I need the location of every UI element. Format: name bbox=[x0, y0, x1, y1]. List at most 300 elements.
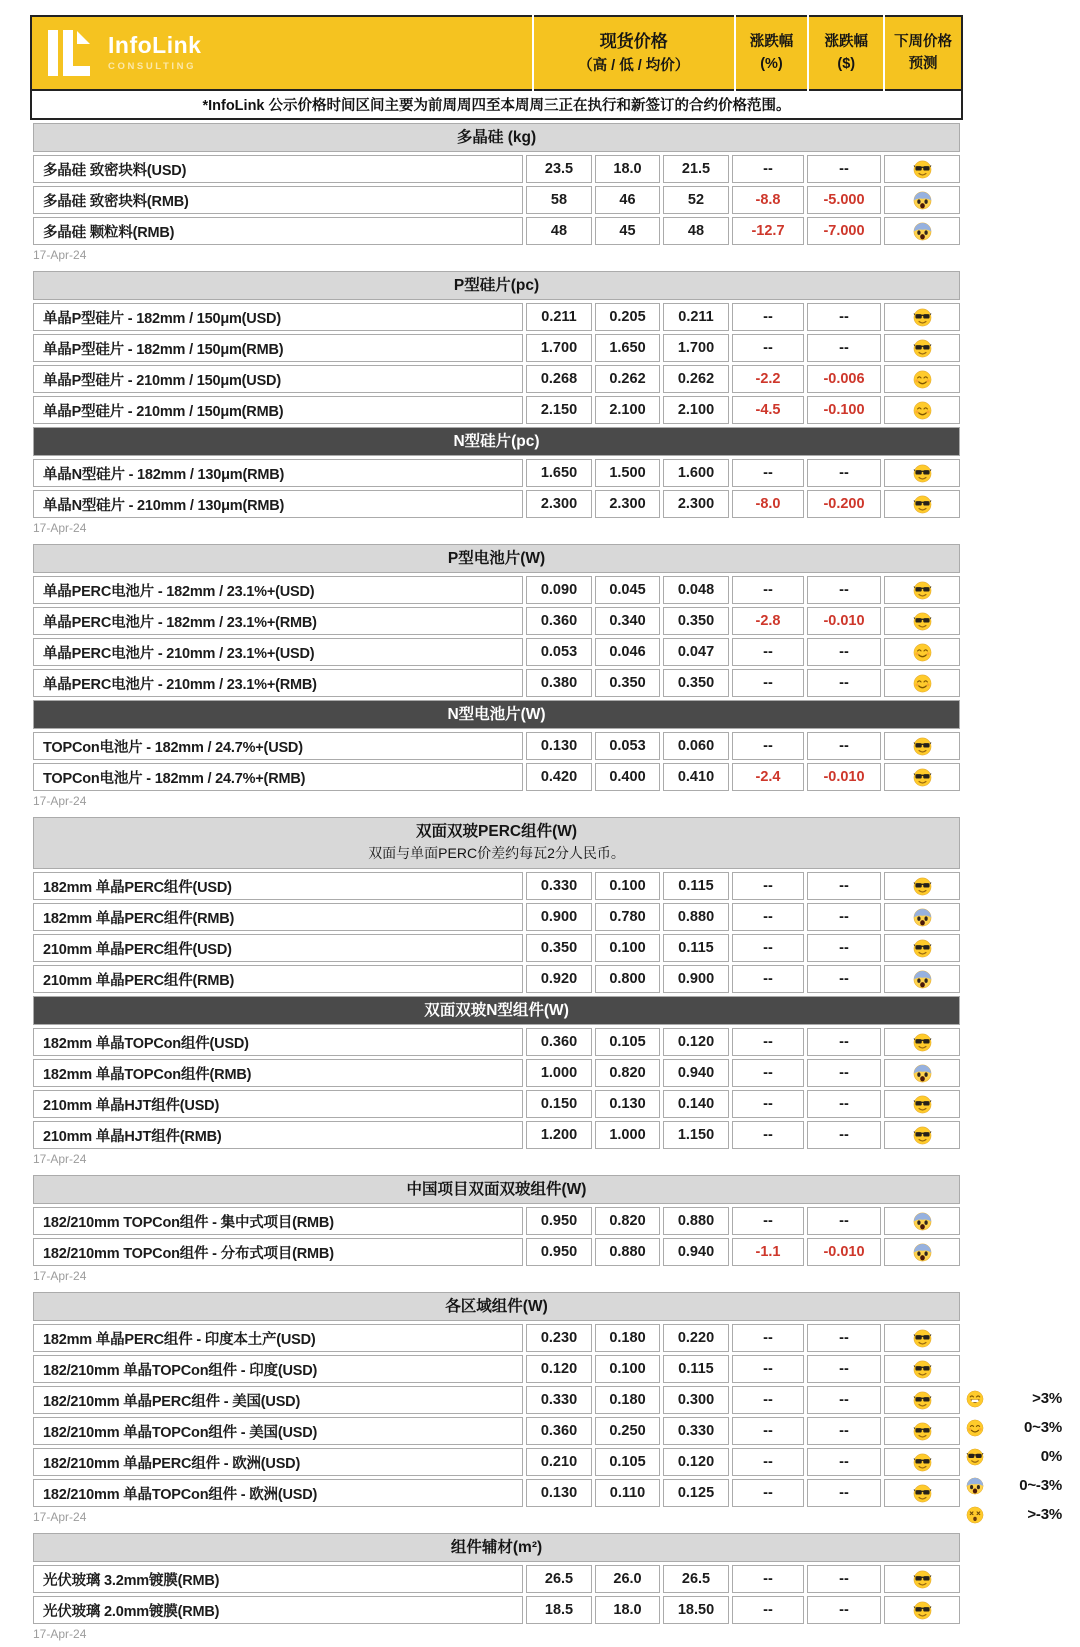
price-avg: 18.50 bbox=[663, 1596, 729, 1624]
price-high: 0.330 bbox=[526, 872, 592, 900]
item-name: 单晶P型硅片 - 210mm / 150μm(RMB) bbox=[33, 396, 523, 424]
price-avg: 0.330 bbox=[663, 1417, 729, 1445]
change-pct: -- bbox=[732, 934, 804, 962]
price-low: 0.105 bbox=[595, 1448, 660, 1476]
price-avg: 0.120 bbox=[663, 1448, 729, 1476]
price-row bbox=[33, 1238, 960, 1266]
change-pct: -- bbox=[732, 965, 804, 993]
price-row bbox=[33, 1090, 960, 1118]
price-low: 0.250 bbox=[595, 1417, 660, 1445]
change-pct: -- bbox=[732, 1386, 804, 1414]
price-high: 0.211 bbox=[526, 303, 592, 331]
price-high: 0.330 bbox=[526, 1386, 592, 1414]
forecast-cell bbox=[884, 1238, 960, 1266]
change-pct: -- bbox=[732, 1479, 804, 1507]
section-title: 中国项目双面双玻组件(W) bbox=[406, 1181, 587, 1199]
forecast-cell bbox=[884, 1207, 960, 1235]
price-block-table bbox=[30, 1530, 963, 1627]
price-high: 1.200 bbox=[526, 1121, 592, 1149]
change-pct: -8.8 bbox=[732, 186, 804, 214]
grin-emoji-icon bbox=[966, 1390, 984, 1408]
sunglasses-emoji-icon bbox=[913, 1391, 932, 1410]
price-row bbox=[33, 490, 960, 518]
forecast-legend bbox=[966, 1384, 1062, 1529]
item-name: 单晶N型硅片 - 182mm / 130μm(RMB) bbox=[33, 459, 523, 487]
price-row bbox=[33, 1386, 960, 1414]
price-high: 0.230 bbox=[526, 1324, 592, 1352]
sunglasses-emoji-icon bbox=[913, 1329, 932, 1348]
forecast-cell bbox=[884, 576, 960, 604]
change-pct: -- bbox=[732, 669, 804, 697]
scream-emoji-icon bbox=[966, 1477, 984, 1495]
change-usd: -- bbox=[807, 872, 881, 900]
price-avg: 0.115 bbox=[663, 872, 729, 900]
item-name: 多晶硅 颗粒料(RMB) bbox=[33, 217, 523, 245]
price-avg: 0.940 bbox=[663, 1059, 729, 1087]
section-header bbox=[33, 1533, 960, 1562]
price-high: 18.5 bbox=[526, 1596, 592, 1624]
item-name: 多晶硅 致密块料(RMB) bbox=[33, 186, 523, 214]
change-pct: -- bbox=[732, 638, 804, 666]
col-header-change-pct: 涨跌幅 (%) bbox=[735, 16, 809, 90]
price-row bbox=[33, 155, 960, 183]
item-name: 182/210mm TOPCon组件 - 集中式项目(RMB) bbox=[33, 1207, 523, 1235]
forecast-cell bbox=[884, 934, 960, 962]
smile-emoji-icon bbox=[913, 643, 932, 662]
change-pct: -- bbox=[732, 1207, 804, 1235]
forecast-cell bbox=[884, 1059, 960, 1087]
sunglasses-emoji-icon bbox=[913, 339, 932, 358]
change-usd: -5.000 bbox=[807, 186, 881, 214]
sunglasses-emoji-icon bbox=[913, 160, 932, 179]
change-usd: -- bbox=[807, 1090, 881, 1118]
forecast-cell bbox=[884, 1448, 960, 1476]
price-row bbox=[33, 576, 960, 604]
price-high: 1.700 bbox=[526, 334, 592, 362]
price-low: 2.300 bbox=[595, 490, 660, 518]
price-row bbox=[33, 1207, 960, 1235]
price-low: 0.130 bbox=[595, 1090, 660, 1118]
item-name: 单晶PERC电池片 - 182mm / 23.1%+(RMB) bbox=[33, 607, 523, 635]
price-avg: 0.048 bbox=[663, 576, 729, 604]
change-pct: -8.0 bbox=[732, 490, 804, 518]
scream-emoji-icon bbox=[913, 1064, 932, 1083]
price-high: 0.950 bbox=[526, 1238, 592, 1266]
price-low: 0.820 bbox=[595, 1059, 660, 1087]
price-row bbox=[33, 732, 960, 760]
price-high: 2.300 bbox=[526, 490, 592, 518]
change-pct: -2.4 bbox=[732, 763, 804, 791]
change-usd: -- bbox=[807, 334, 881, 362]
sunglasses-emoji-icon bbox=[913, 877, 932, 896]
price-row bbox=[33, 872, 960, 900]
price-row bbox=[33, 1028, 960, 1056]
change-pct: -- bbox=[732, 1324, 804, 1352]
price-low: 45 bbox=[595, 217, 660, 245]
forecast-cell bbox=[884, 334, 960, 362]
change-pct: -- bbox=[732, 1417, 804, 1445]
section-title: P型电池片(W) bbox=[447, 550, 546, 567]
price-high: 0.920 bbox=[526, 965, 592, 993]
smile-emoji-icon bbox=[913, 401, 932, 420]
price-high: 0.053 bbox=[526, 638, 592, 666]
item-name: 210mm 单晶PERC组件(USD) bbox=[33, 934, 523, 962]
price-high: 0.268 bbox=[526, 365, 592, 393]
price-row bbox=[33, 217, 960, 245]
scream-emoji-icon bbox=[913, 1212, 932, 1231]
sunglasses-emoji-icon bbox=[913, 768, 932, 787]
price-avg: 0.115 bbox=[663, 1355, 729, 1383]
smile-emoji-icon bbox=[913, 674, 932, 693]
sunglasses-emoji-icon bbox=[966, 1448, 984, 1466]
change-pct: -- bbox=[732, 334, 804, 362]
sunglasses-emoji-icon bbox=[913, 1484, 932, 1503]
change-pct: -- bbox=[732, 155, 804, 183]
price-low: 0.180 bbox=[595, 1386, 660, 1414]
price-low: 1.500 bbox=[595, 459, 660, 487]
change-usd: -- bbox=[807, 1479, 881, 1507]
date-label: 17-Apr-24 bbox=[33, 1269, 87, 1284]
price-avg: 0.047 bbox=[663, 638, 729, 666]
section-header bbox=[33, 544, 960, 573]
sunglasses-emoji-icon bbox=[913, 308, 932, 327]
change-usd: -- bbox=[807, 576, 881, 604]
change-pct: -4.5 bbox=[732, 396, 804, 424]
price-blocks bbox=[30, 120, 963, 1642]
change-pct: -- bbox=[732, 872, 804, 900]
change-pct: -- bbox=[732, 1565, 804, 1593]
price-avg: 0.140 bbox=[663, 1090, 729, 1118]
item-name: 182mm 单晶PERC组件(USD) bbox=[33, 872, 523, 900]
price-avg: 1.150 bbox=[663, 1121, 729, 1149]
legend-item bbox=[966, 1500, 1062, 1529]
change-usd: -- bbox=[807, 638, 881, 666]
price-row bbox=[33, 607, 960, 635]
price-high: 0.120 bbox=[526, 1355, 592, 1383]
price-row bbox=[33, 1355, 960, 1383]
sunglasses-emoji-icon bbox=[913, 581, 932, 600]
forecast-cell bbox=[884, 155, 960, 183]
price-block-table bbox=[30, 268, 963, 521]
forecast-cell bbox=[884, 903, 960, 931]
price-low: 0.053 bbox=[595, 732, 660, 760]
price-high: 0.350 bbox=[526, 934, 592, 962]
item-name: TOPCon电池片 - 182mm / 24.7%+(RMB) bbox=[33, 763, 523, 791]
price-high: 48 bbox=[526, 217, 592, 245]
price-low: 0.105 bbox=[595, 1028, 660, 1056]
forecast-cell bbox=[884, 1565, 960, 1593]
forecast-cell bbox=[884, 607, 960, 635]
section-title: 双面双玻PERC组件(W) bbox=[416, 823, 578, 840]
forecast-cell bbox=[884, 490, 960, 518]
price-low: 0.100 bbox=[595, 934, 660, 962]
section-subtitle: 双面与单面PERC价差约每瓦2分人民币。 bbox=[368, 845, 625, 861]
forecast-cell bbox=[884, 638, 960, 666]
item-name: 182/210mm TOPCon组件 - 分布式项目(RMB) bbox=[33, 1238, 523, 1266]
smile-emoji-icon bbox=[913, 370, 932, 389]
price-high: 0.150 bbox=[526, 1090, 592, 1118]
item-name: 182/210mm 单晶PERC组件 - 美国(USD) bbox=[33, 1386, 523, 1414]
price-row bbox=[33, 1324, 960, 1352]
item-name: 182mm 单晶PERC组件 - 印度本土产(USD) bbox=[33, 1324, 523, 1352]
price-low: 0.110 bbox=[595, 1479, 660, 1507]
price-low: 0.880 bbox=[595, 1238, 660, 1266]
forecast-cell bbox=[884, 669, 960, 697]
forecast-cell bbox=[884, 1417, 960, 1445]
price-row bbox=[33, 934, 960, 962]
price-block-table bbox=[30, 541, 963, 794]
brand-name: InfoLink bbox=[108, 32, 202, 58]
price-row bbox=[33, 1596, 960, 1624]
price-low: 0.780 bbox=[595, 903, 660, 931]
item-name: 多晶硅 致密块料(USD) bbox=[33, 155, 523, 183]
change-usd: -0.200 bbox=[807, 490, 881, 518]
price-avg: 0.410 bbox=[663, 763, 729, 791]
date-label: 17-Apr-24 bbox=[33, 1152, 87, 1167]
price-row bbox=[33, 1417, 960, 1445]
price-row bbox=[33, 965, 960, 993]
item-name: 单晶P型硅片 - 182mm / 150μm(RMB) bbox=[33, 334, 523, 362]
change-usd: -0.010 bbox=[807, 763, 881, 791]
legend-item bbox=[966, 1442, 1062, 1471]
price-row bbox=[33, 638, 960, 666]
scream-emoji-icon bbox=[913, 970, 932, 989]
change-pct: -- bbox=[732, 1059, 804, 1087]
date-label: 17-Apr-24 bbox=[33, 248, 87, 262]
price-avg: 0.940 bbox=[663, 1238, 729, 1266]
date-label: 17-Apr-24 bbox=[33, 794, 87, 808]
price-avg: 2.300 bbox=[663, 490, 729, 518]
price-high: 58 bbox=[526, 186, 592, 214]
infolink-logo-icon bbox=[48, 30, 96, 76]
item-name: 210mm 单晶PERC组件(RMB) bbox=[33, 965, 523, 993]
change-usd: -0.010 bbox=[807, 607, 881, 635]
price-avg: 0.900 bbox=[663, 965, 729, 993]
price-row bbox=[33, 186, 960, 214]
item-name: 182mm 单晶TOPCon组件(RMB) bbox=[33, 1059, 523, 1087]
price-high: 0.210 bbox=[526, 1448, 592, 1476]
forecast-cell bbox=[884, 872, 960, 900]
change-pct: -12.7 bbox=[732, 217, 804, 245]
change-usd: -- bbox=[807, 1565, 881, 1593]
price-high: 0.360 bbox=[526, 1417, 592, 1445]
change-pct: -- bbox=[732, 1028, 804, 1056]
price-avg: 1.700 bbox=[663, 334, 729, 362]
sunglasses-emoji-icon bbox=[913, 737, 932, 756]
forecast-cell bbox=[884, 965, 960, 993]
price-block-table bbox=[30, 1289, 963, 1510]
price-row bbox=[33, 1479, 960, 1507]
price-avg: 2.100 bbox=[663, 396, 729, 424]
price-high: 1.000 bbox=[526, 1059, 592, 1087]
forecast-cell bbox=[884, 1090, 960, 1118]
forecast-cell bbox=[884, 186, 960, 214]
price-avg: 0.120 bbox=[663, 1028, 729, 1056]
col-header-forecast: 下周价格 预测 bbox=[884, 16, 962, 90]
legend-item bbox=[966, 1413, 1062, 1442]
price-row bbox=[33, 669, 960, 697]
price-row bbox=[33, 763, 960, 791]
item-name: 210mm 单晶HJT组件(RMB) bbox=[33, 1121, 523, 1149]
price-avg: 0.350 bbox=[663, 669, 729, 697]
section-header bbox=[33, 271, 960, 300]
item-name: 182/210mm 单晶TOPCon组件 - 印度(USD) bbox=[33, 1355, 523, 1383]
date-label: 17-Apr-24 bbox=[33, 521, 87, 535]
change-usd: -- bbox=[807, 1121, 881, 1149]
date-label: 17-Apr-24 bbox=[33, 1510, 87, 1525]
change-usd: -0.100 bbox=[807, 396, 881, 424]
item-name: 单晶PERC电池片 - 210mm / 23.1%+(USD) bbox=[33, 638, 523, 666]
price-low: 18.0 bbox=[595, 1596, 660, 1624]
price-high: 0.900 bbox=[526, 903, 592, 931]
price-row bbox=[33, 1565, 960, 1593]
brand-subtitle: CONSULTING bbox=[108, 61, 197, 72]
sunglasses-emoji-icon bbox=[913, 1360, 932, 1379]
price-high: 0.130 bbox=[526, 732, 592, 760]
item-name: 182/210mm 单晶TOPCon组件 - 欧洲(USD) bbox=[33, 1479, 523, 1507]
forecast-cell bbox=[884, 732, 960, 760]
section-title: N型电池片(W) bbox=[447, 706, 546, 723]
change-pct: -2.2 bbox=[732, 365, 804, 393]
forecast-cell bbox=[884, 1596, 960, 1624]
item-name: 182/210mm 单晶PERC组件 - 欧洲(USD) bbox=[33, 1448, 523, 1476]
change-usd: -- bbox=[807, 1059, 881, 1087]
price-row bbox=[33, 459, 960, 487]
change-pct: -1.1 bbox=[732, 1238, 804, 1266]
dizzy-emoji-icon bbox=[966, 1506, 984, 1524]
sheet-header bbox=[30, 15, 963, 120]
change-usd: -- bbox=[807, 1596, 881, 1624]
price-high: 0.090 bbox=[526, 576, 592, 604]
item-name: TOPCon电池片 - 182mm / 24.7%+(USD) bbox=[33, 732, 523, 760]
change-usd: -- bbox=[807, 155, 881, 183]
forecast-cell bbox=[884, 1479, 960, 1507]
change-usd: -- bbox=[807, 903, 881, 931]
item-name: 单晶P型硅片 - 182mm / 150μm(USD) bbox=[33, 303, 523, 331]
sunglasses-emoji-icon bbox=[913, 1601, 932, 1620]
price-high: 0.130 bbox=[526, 1479, 592, 1507]
col-header-change-usd: 涨跌幅 ($) bbox=[808, 16, 884, 90]
change-usd: -- bbox=[807, 1028, 881, 1056]
change-usd: -- bbox=[807, 459, 881, 487]
section-header bbox=[33, 1175, 960, 1204]
change-usd: -- bbox=[807, 1207, 881, 1235]
change-usd: -0.006 bbox=[807, 365, 881, 393]
scream-emoji-icon bbox=[913, 191, 932, 210]
change-usd: -- bbox=[807, 1448, 881, 1476]
price-row bbox=[33, 1121, 960, 1149]
price-low: 46 bbox=[595, 186, 660, 214]
price-row bbox=[33, 365, 960, 393]
forecast-cell bbox=[884, 303, 960, 331]
forecast-cell bbox=[884, 365, 960, 393]
item-name: 182/210mm 单晶TOPCon组件 - 美国(USD) bbox=[33, 1417, 523, 1445]
price-avg: 0.300 bbox=[663, 1386, 729, 1414]
sunglasses-emoji-icon bbox=[913, 464, 932, 483]
change-usd: -- bbox=[807, 1386, 881, 1414]
section-header bbox=[33, 123, 960, 152]
sunglasses-emoji-icon bbox=[913, 612, 932, 631]
price-high: 0.420 bbox=[526, 763, 592, 791]
price-avg: 48 bbox=[663, 217, 729, 245]
change-pct: -- bbox=[732, 732, 804, 760]
price-low: 0.262 bbox=[595, 365, 660, 393]
legend-label: >3% bbox=[1032, 1390, 1062, 1407]
item-name: 单晶N型硅片 - 210mm / 130μm(RMB) bbox=[33, 490, 523, 518]
price-high: 0.360 bbox=[526, 607, 592, 635]
price-avg: 21.5 bbox=[663, 155, 729, 183]
forecast-cell bbox=[884, 396, 960, 424]
price-low: 1.000 bbox=[595, 1121, 660, 1149]
change-pct: -- bbox=[732, 1448, 804, 1476]
change-usd: -- bbox=[807, 669, 881, 697]
price-row bbox=[33, 1448, 960, 1476]
price-avg: 0.211 bbox=[663, 303, 729, 331]
sunglasses-emoji-icon bbox=[913, 1095, 932, 1114]
change-pct: -- bbox=[732, 576, 804, 604]
forecast-cell bbox=[884, 1386, 960, 1414]
price-high: 1.650 bbox=[526, 459, 592, 487]
spot-price-subtitle: （高 / 低 / 均价） bbox=[578, 57, 690, 74]
section-title: 双面双玻N型组件(W) bbox=[424, 1002, 569, 1020]
price-avg: 0.880 bbox=[663, 903, 729, 931]
price-avg: 0.125 bbox=[663, 1479, 729, 1507]
item-name: 182mm 单晶PERC组件(RMB) bbox=[33, 903, 523, 931]
price-high: 0.360 bbox=[526, 1028, 592, 1056]
forecast-cell bbox=[884, 1028, 960, 1056]
price-high: 23.5 bbox=[526, 155, 592, 183]
price-block-table bbox=[30, 814, 963, 1152]
section-header bbox=[33, 996, 960, 1025]
sunglasses-emoji-icon bbox=[913, 1570, 932, 1589]
price-row bbox=[33, 903, 960, 931]
sunglasses-emoji-icon bbox=[913, 1453, 932, 1472]
change-usd: -- bbox=[807, 1417, 881, 1445]
change-usd: -- bbox=[807, 303, 881, 331]
price-avg: 1.600 bbox=[663, 459, 729, 487]
forecast-cell bbox=[884, 1355, 960, 1383]
item-name: 单晶PERC电池片 - 182mm / 23.1%+(USD) bbox=[33, 576, 523, 604]
section-header bbox=[33, 427, 960, 456]
price-sheet bbox=[30, 15, 963, 1647]
legend-label: 0~3% bbox=[1024, 1419, 1062, 1436]
forecast-cell bbox=[884, 763, 960, 791]
change-pct: -- bbox=[732, 459, 804, 487]
price-low: 1.650 bbox=[595, 334, 660, 362]
item-name: 光伏玻璃 2.0mm镀膜(RMB) bbox=[33, 1596, 523, 1624]
price-row bbox=[33, 334, 960, 362]
legend-label: 0% bbox=[1040, 1448, 1062, 1465]
price-high: 26.5 bbox=[526, 1565, 592, 1593]
change-pct: -- bbox=[732, 903, 804, 931]
price-avg: 0.880 bbox=[663, 1207, 729, 1235]
change-pct: -- bbox=[732, 1090, 804, 1118]
price-low: 0.045 bbox=[595, 576, 660, 604]
change-pct: -- bbox=[732, 1355, 804, 1383]
col-header-spot-price bbox=[533, 16, 735, 90]
section-title: N型硅片(pc) bbox=[453, 433, 540, 450]
section-title: 组件辅材(m²) bbox=[450, 1539, 543, 1557]
change-usd: -- bbox=[807, 1324, 881, 1352]
legend-item bbox=[966, 1384, 1062, 1413]
price-low: 0.100 bbox=[595, 1355, 660, 1383]
price-avg: 0.262 bbox=[663, 365, 729, 393]
legend-label: >-3% bbox=[1027, 1506, 1062, 1523]
sunglasses-emoji-icon bbox=[913, 1126, 932, 1145]
sunglasses-emoji-icon bbox=[913, 1422, 932, 1441]
change-usd: -7.000 bbox=[807, 217, 881, 245]
section-title: 各区域组件(W) bbox=[445, 1298, 548, 1316]
